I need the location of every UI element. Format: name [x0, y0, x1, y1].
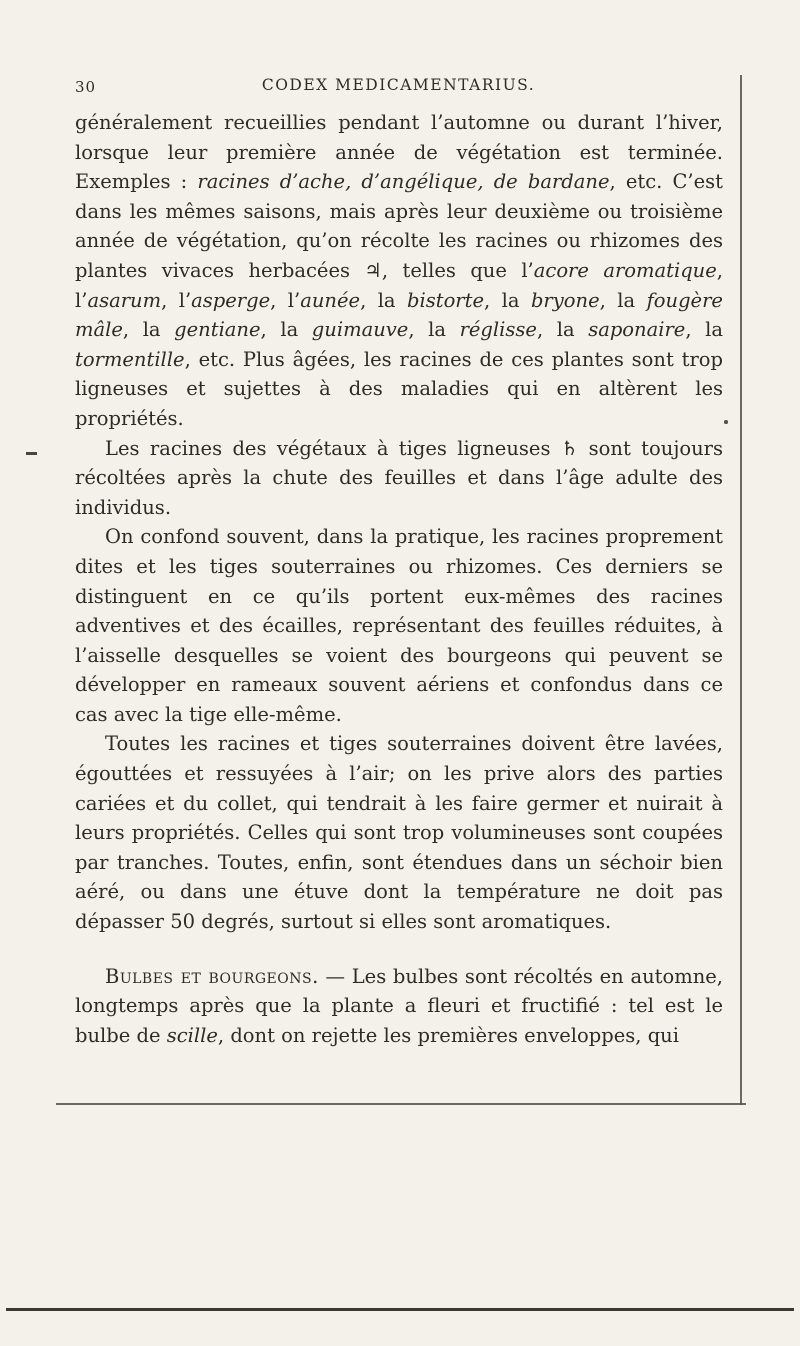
text-run: réglisse: [459, 318, 537, 342]
text-run: guimauve: [311, 318, 409, 342]
scan-margin-dot-mark: [724, 420, 728, 424]
text-run: asperge: [191, 288, 271, 312]
text-run: , l’: [270, 288, 301, 312]
text-run: , la: [260, 318, 312, 342]
text-run: , dont on rejette les premières enveloppes, qui: [217, 1023, 679, 1047]
text-run: , l’: [75, 258, 723, 312]
text-run: Bulbes et bourgeons.: [105, 964, 319, 988]
text-run: bistorte: [407, 288, 485, 312]
text-run: On confond souvent, dans la pratique, les racines proprement dites et les tiges souterraines ou rhizomes. Ces derniers se distinguent en ce qu’ils portent eux-mêmes des racines adventives et des écailles, représentant des feuilles réduites, à l’aisselle desquelles se voient des bourgeons qui peuvent se développer en rameaux souvent aériens et confondus dans ce cas avec la tige elle-même.: [75, 525, 723, 726]
paragraph-rhizomes: [75, 522, 723, 729]
page-header: [75, 76, 722, 98]
scan-edge-right-rule: [740, 75, 742, 1105]
paragraph-woody-stems: [75, 434, 723, 523]
scan-margin-dash-mark: [26, 452, 37, 455]
paragraph-washing-drying: [75, 729, 723, 936]
text-run: , la: [599, 288, 647, 312]
text-run: saponaire: [588, 318, 686, 342]
text-run: , la: [685, 318, 723, 342]
scan-footer-rule: [6, 1308, 794, 1311]
text-run: Toutes les racines et tiges souterraines doivent être lavées, égouttées et ressuyées à l’air; on les prive alors des parties cariées et du collet, qui tendrait à les faire germer et nuirait à leurs propriétés. Celles qui sont trop volumineuses sont coupées par tranches. Toutes, enfin, sont étendues dans un séchoir bien aéré, ou dans une étuve dont la température ne doit pas dépasser 50 degrés, surtout si elles sont aromatiques.: [75, 732, 723, 934]
text-run: , la: [408, 318, 460, 342]
paragraph-bulbes-et-bourgeons: [75, 962, 723, 1051]
page-number: 30: [75, 78, 97, 96]
text-run: fougère mâle: [75, 288, 723, 342]
text-run: — Les bulbes sont récoltés en automne, longtemps après que la plante a fleuri et fructifié : tel est le bulbe de: [75, 964, 723, 1047]
text-run: , l’: [161, 288, 192, 312]
text-run: scille: [166, 1023, 218, 1047]
text-run: généralement recueillies pendant l’automne ou durant l’hiver, lorsque leur première année de végétation est terminée. Exemples :: [75, 111, 723, 194]
text-run: , etc. C’est dans les mêmes saisons, mais après leur deuxième ou troisième année de végétation, qu’on récolte les racines ou rhizomes des plantes vivaces herbacées ♃, telles que l’: [75, 170, 723, 282]
text-run: , etc. Plus âgées, les racines de ces plantes sont trop ligneuses et sujettes à des maladies qui en altèrent les propriétés.: [75, 347, 723, 430]
text-run: bryone: [530, 288, 600, 312]
text-run: , la: [122, 318, 175, 342]
text-run: , la: [536, 318, 589, 342]
text-run: tormentille: [75, 347, 185, 371]
text-run: acore aromatique: [533, 258, 717, 282]
scan-bottom-rule: [56, 1103, 746, 1105]
text-run: gentiane: [174, 318, 261, 342]
text-run: racines d’ache, d’angélique, de bardane: [197, 170, 610, 194]
text-run: Les racines des végétaux à tiges ligneuses ♄ sont toujours récoltées après la chute des feuilles et dans l’âge adulte des individus.: [75, 436, 723, 519]
paragraph-roots-annuals: [75, 108, 723, 434]
page-body: [75, 108, 723, 1050]
text-run: aunée: [300, 288, 361, 312]
text-run: asarum: [87, 288, 162, 312]
text-run: , la: [484, 288, 531, 312]
text-run: , la: [360, 288, 407, 312]
running-title: CODEX MEDICAMENTARIUS.: [261, 76, 536, 94]
